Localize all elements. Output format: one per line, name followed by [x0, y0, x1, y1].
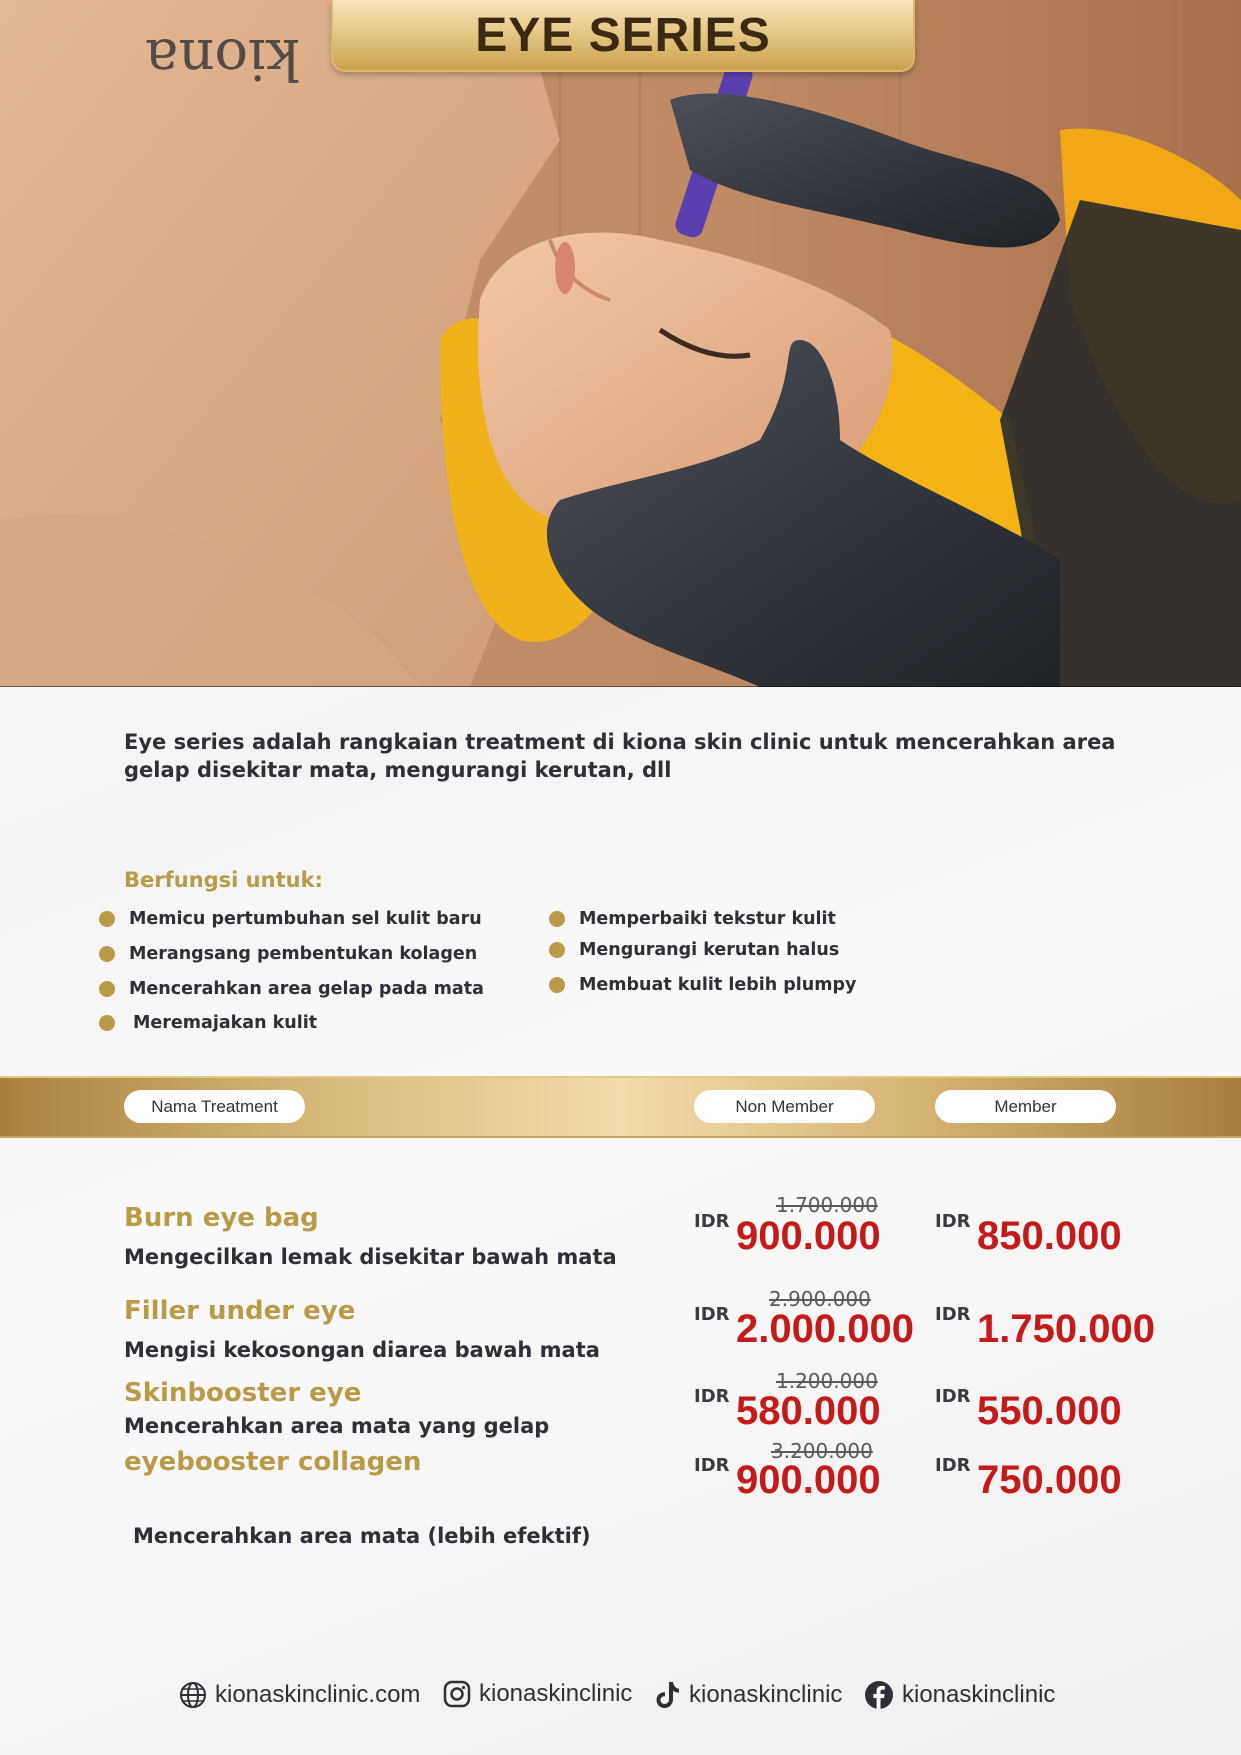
- currency-label: IDR: [694, 1386, 730, 1407]
- currency-label: IDR: [935, 1455, 971, 1476]
- column-header-non-member: Non Member: [694, 1090, 875, 1123]
- treatment-description: Mencerahkan area mata yang gelap: [124, 1414, 550, 1438]
- facebook-link[interactable]: [864, 1680, 1055, 1710]
- bullet-icon: [549, 977, 565, 993]
- non-member-price: 900.000: [736, 1458, 881, 1502]
- website-text: kionaskinclinic.com: [215, 1681, 421, 1708]
- benefit-item: [99, 979, 484, 999]
- benefit-item: [99, 909, 482, 929]
- member-price: 750.000: [977, 1458, 1122, 1502]
- member-price: 1.750.000: [977, 1307, 1155, 1351]
- currency-label: IDR: [935, 1211, 971, 1232]
- benefit-item: [549, 909, 836, 929]
- original-price: 1.700.000: [776, 1193, 878, 1217]
- currency-label: IDR: [694, 1304, 730, 1325]
- instagram-link[interactable]: [443, 1680, 632, 1708]
- facebook-icon: [864, 1680, 894, 1710]
- bullet-icon: [99, 946, 115, 962]
- non-member-price: 900.000: [736, 1214, 881, 1258]
- treatment-description: Mengisi kekosongan diarea bawah mata: [124, 1338, 600, 1362]
- intro-text: Eye series adalah rangkaian treatment di kiona skin clinic untuk mencerahkan area gelap disekitar mata, mengurangi kerutan, dll: [124, 730, 1116, 782]
- tiktok-link[interactable]: [653, 1680, 842, 1710]
- tiktok-icon: [653, 1680, 681, 1710]
- treatment-description: Mengecilkan lemak disekitar bawah mata: [124, 1245, 617, 1269]
- treatment-description: Mencerahkan area mata (lebih efektif): [133, 1524, 591, 1548]
- table-header-bar: [0, 1076, 1241, 1138]
- benefit-label: Memicu pertumbuhan sel kulit baru: [129, 909, 482, 929]
- tiktok-text: kionaskinclinic: [689, 1681, 843, 1708]
- bullet-icon: [99, 911, 115, 927]
- hero-photo: [0, 0, 1241, 687]
- treatment-photo-illustration: [0, 0, 1241, 687]
- bullet-icon: [99, 981, 115, 997]
- original-price: 2.900.000: [769, 1287, 871, 1311]
- member-price: 850.000: [977, 1214, 1122, 1258]
- original-price: 3.200.000: [771, 1439, 873, 1463]
- non-member-price: 580.000: [736, 1389, 881, 1433]
- benefits-title: Berfungsi untuk:: [124, 868, 323, 892]
- treatment-name: Filler under eye: [124, 1296, 356, 1326]
- benefit-label: Memperbaiki tekstur kulit: [579, 909, 836, 929]
- title-banner: [331, 0, 915, 72]
- globe-icon: [179, 1681, 207, 1709]
- bullet-icon: [99, 1015, 115, 1031]
- currency-label: IDR: [935, 1304, 971, 1325]
- treatment-name: eyebooster collagen: [124, 1447, 422, 1477]
- benefit-label: Merangsang pembentukan kolagen: [129, 944, 478, 964]
- bullet-icon: [549, 911, 565, 927]
- currency-label: IDR: [694, 1211, 730, 1232]
- benefit-label: Meremajakan kulit: [133, 1013, 318, 1033]
- benefit-item: [549, 975, 856, 995]
- instagram-icon: [443, 1680, 471, 1708]
- benefit-label: Membuat kulit lebih plumpy: [579, 975, 857, 995]
- bullet-icon: [549, 942, 565, 958]
- original-price: 1.200.000: [776, 1369, 878, 1393]
- benefit-label: Mencerahkan area gelap pada mata: [129, 979, 484, 999]
- footer-social-bar: [0, 1677, 1241, 1717]
- instagram-text: kionaskinclinic: [479, 1680, 633, 1707]
- benefit-item: [549, 940, 839, 960]
- page-title: EYE SERIES: [475, 8, 771, 62]
- benefit-item: [99, 944, 477, 964]
- currency-label: IDR: [694, 1455, 730, 1476]
- column-header-name: Nama Treatment: [124, 1090, 305, 1123]
- facebook-text: kionaskinclinic: [902, 1681, 1056, 1708]
- logo-watermark-text: kiona: [144, 26, 300, 91]
- currency-label: IDR: [935, 1386, 971, 1407]
- benefit-item: [99, 1013, 317, 1033]
- treatment-name: Burn eye bag: [124, 1203, 319, 1233]
- treatment-name: Skinbooster eye: [124, 1378, 362, 1408]
- column-header-member: Member: [935, 1090, 1116, 1123]
- member-price: 550.000: [977, 1389, 1122, 1433]
- website-link[interactable]: [179, 1681, 420, 1709]
- benefit-label: Mengurangi kerutan halus: [579, 940, 840, 960]
- non-member-price: 2.000.000: [736, 1307, 914, 1351]
